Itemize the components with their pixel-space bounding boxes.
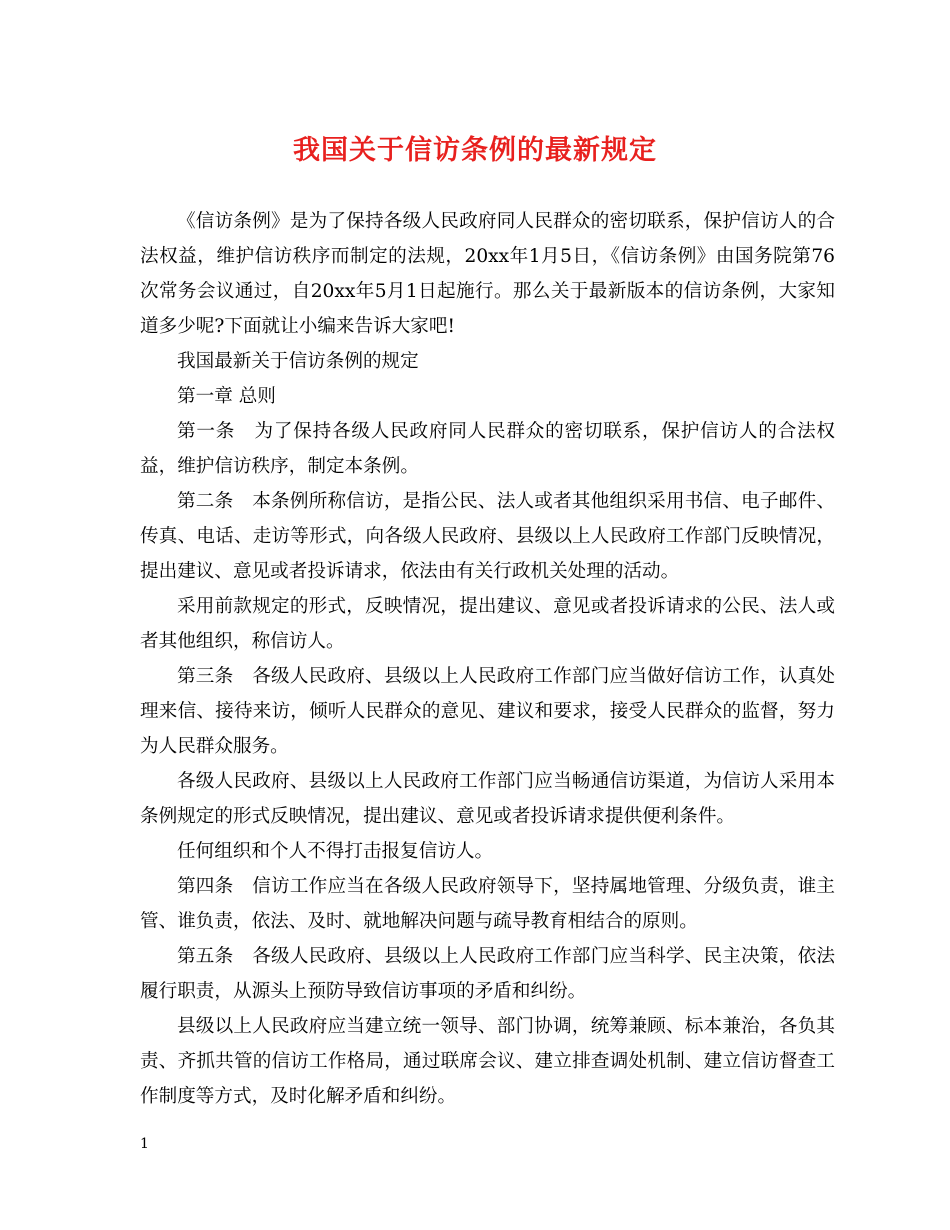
article-2-clause-2: 采用前款规定的形式，反映情况，提出建议、意见或者投诉请求的公民、法人或者其他组织，称信访人。 [140,596,835,652]
article-5: 第五条 各级人民政府、县级以上人民政府工作部门应当科学、民主决策，依法履行职责，从源头上预防导致信访事项的矛盾和纠纷。 [140,946,835,1002]
article-3-clause-2: 各级人民政府、县级以上人民政府工作部门应当畅通信访渠道，为信访人采用本条例规定的形式反映情况，提出建议、意见或者投诉请求提供便利条件。 [140,771,835,827]
page-number: 1 [140,1136,149,1152]
article-5-clause-2: 县级以上人民政府应当建立统一领导、部门协调，统筹兼顾、标本兼治，各负其责、齐抓共管的信访工作格局，通过联席会议、建立排查调处机制、建立信访督查工作制度等方式，及时化解矛盾和纠纷。 [140,1016,835,1107]
chapter-heading: 第一章 总则 [177,386,276,407]
document-body [140,204,835,1114]
paragraph-subtitle: 我国最新关于信访条例的规定 [177,351,419,372]
article-1: 第一条 为了保持各级人民政府同人民群众的密切联系，保护信访人的合法权益，维护信访秩序，制定本条例。 [140,421,835,477]
paragraph-intro: 《信访条例》是为了保持各级人民政府同人民群众的密切联系，保护信访人的合法权益，维护信访秩序而制定的法规，20xx年1月5日，《信访条例》由国务院第76次常务会议通过，自20xx年5月1日起施行。那么关于最新版本的信访条例，大家知道多少呢?下面就让小编来告诉大家吧! [140,211,835,337]
article-2: 第二条 本条例所称信访，是指公民、法人或者其他组织采用书信、电子邮件、传真、电话、走访等形式，向各级人民政府、县级以上人民政府工作部门反映情况，提出建议、意见或者投诉请求，依法由有关行政机关处理的活动。 [140,491,835,582]
article-3: 第三条 各级人民政府、县级以上人民政府工作部门应当做好信访工作，认真处理来信、接待来访，倾听人民群众的意见、建议和要求，接受人民群众的监督，努力为人民群众服务。 [140,666,835,757]
article-4: 第四条 信访工作应当在各级人民政府领导下，坚持属地管理、分级负责，谁主管、谁负责，依法、及时、就地解决问题与疏导教育相结合的原则。 [140,876,835,932]
article-3-clause-3: 任何组织和个人不得打击报复信访人。 [177,841,494,862]
document-title: 我国关于信访条例的最新规定 [293,135,657,166]
